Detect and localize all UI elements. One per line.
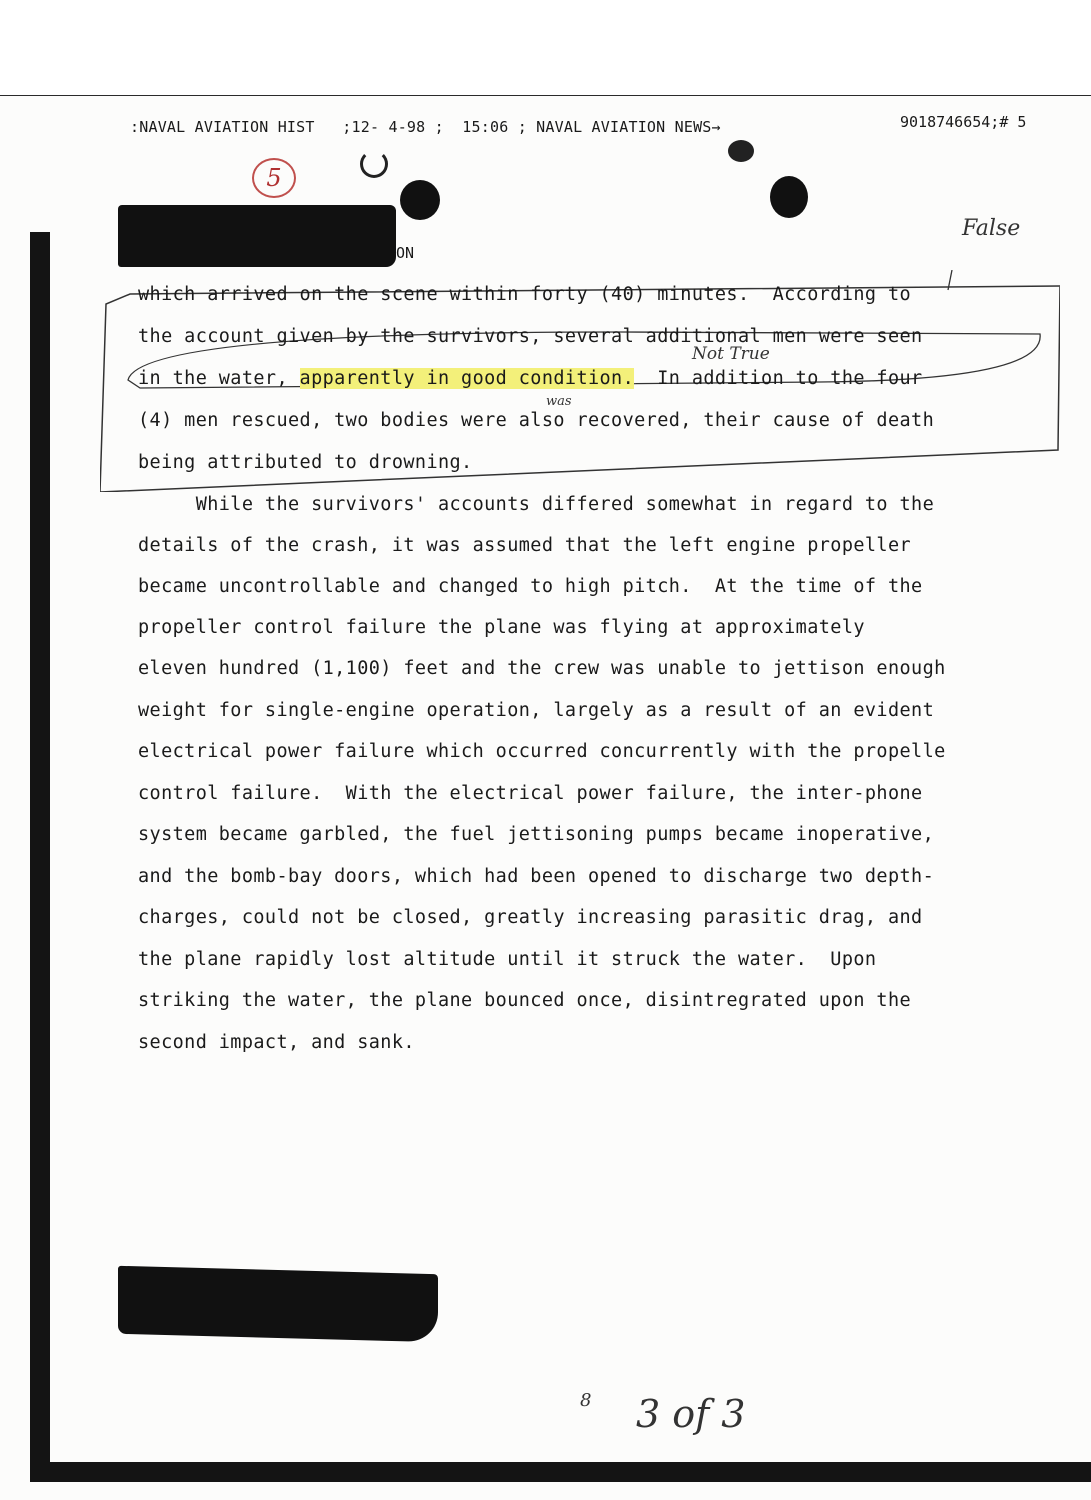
paragraph-2-line: the plane rapidly lost altitude until it struck the water. Upon bbox=[138, 949, 877, 970]
fax-header-left: :NAVAL AVIATION HIST ;12- 4-98 ; 15:06 ; NAVAL AVIATION NEWS→ bbox=[130, 118, 721, 136]
scan-background bbox=[0, 0, 1091, 97]
handwritten-was-note: was bbox=[546, 394, 572, 409]
section-heading-fragment: ON bbox=[396, 244, 415, 262]
handwritten-false-note: False bbox=[962, 216, 1021, 241]
paragraph-2-line: became uncontrollable and changed to high pitch. At the time of the bbox=[138, 576, 923, 597]
paragraph-2-line: second impact, and sank. bbox=[138, 1032, 415, 1053]
paragraph-1-text: In addition to the four bbox=[634, 368, 923, 389]
circled-page-number: 5 bbox=[252, 158, 296, 198]
paragraph-1-line: the account given by the survivors, several additional men were seen bbox=[138, 326, 923, 347]
paragraph-2-line: weight for single-engine operation, largely as a result of an evident bbox=[138, 700, 935, 721]
scan-shadow-left bbox=[30, 232, 50, 1482]
paragraph-1-line: which arrived on the scene within forty (40) minutes. According to bbox=[138, 284, 912, 305]
handwritten-page-fraction: 3 of 3 bbox=[636, 1392, 746, 1436]
redaction-block bbox=[118, 205, 396, 267]
scan-shadow-bottom bbox=[30, 1462, 1091, 1482]
highlighted-phrase: apparently in good condition. bbox=[299, 368, 635, 389]
paragraph-2-line: striking the water, the plane bounced once, disintregrated upon the bbox=[138, 990, 912, 1011]
fax-header-right: 9018746654;# 5 bbox=[900, 113, 1027, 131]
paragraph-2-line: eleven hundred (1,100) feet and the crew was unable to jettison enough bbox=[138, 658, 946, 679]
paragraph-1-line: being attributed to drowning. bbox=[138, 452, 473, 473]
paragraph-2-line: electrical power failure which occurred concurrently with the propelle bbox=[138, 741, 946, 762]
handwritten-page-marker: 8 bbox=[580, 1390, 592, 1411]
paragraph-2-line: charges, could not be closed, greatly increasing parasitic drag, and bbox=[138, 907, 923, 928]
paragraph-1-line bbox=[138, 368, 923, 389]
paragraph-1-text: in the water, bbox=[138, 368, 300, 389]
handwritten-not-true-note: Not True bbox=[692, 344, 770, 364]
punch-hole-mark bbox=[360, 150, 388, 178]
paragraph-2-line: control failure. With the electrical power failure, the inter-phone bbox=[138, 783, 923, 804]
redaction-block bbox=[118, 1266, 438, 1342]
paragraph-2-line: While the survivors' accounts differed somewhat in regard to the bbox=[138, 494, 935, 515]
paragraph-2-line: and the bomb-bay doors, which had been opened to discharge two depth- bbox=[138, 866, 935, 887]
paragraph-2-line: details of the crash, it was assumed that the left engine propeller bbox=[138, 535, 912, 556]
paragraph-2-line: system became garbled, the fuel jettisoning pumps became inoperative, bbox=[138, 824, 935, 845]
paragraph-2-line: propeller control failure the plane was flying at approximately bbox=[138, 617, 865, 638]
punch-hole bbox=[400, 180, 440, 220]
paragraph-1-line: (4) men rescued, two bodies were also recovered, their cause of death bbox=[138, 410, 935, 431]
punch-hole-mark bbox=[728, 140, 754, 162]
punch-hole bbox=[770, 176, 808, 218]
